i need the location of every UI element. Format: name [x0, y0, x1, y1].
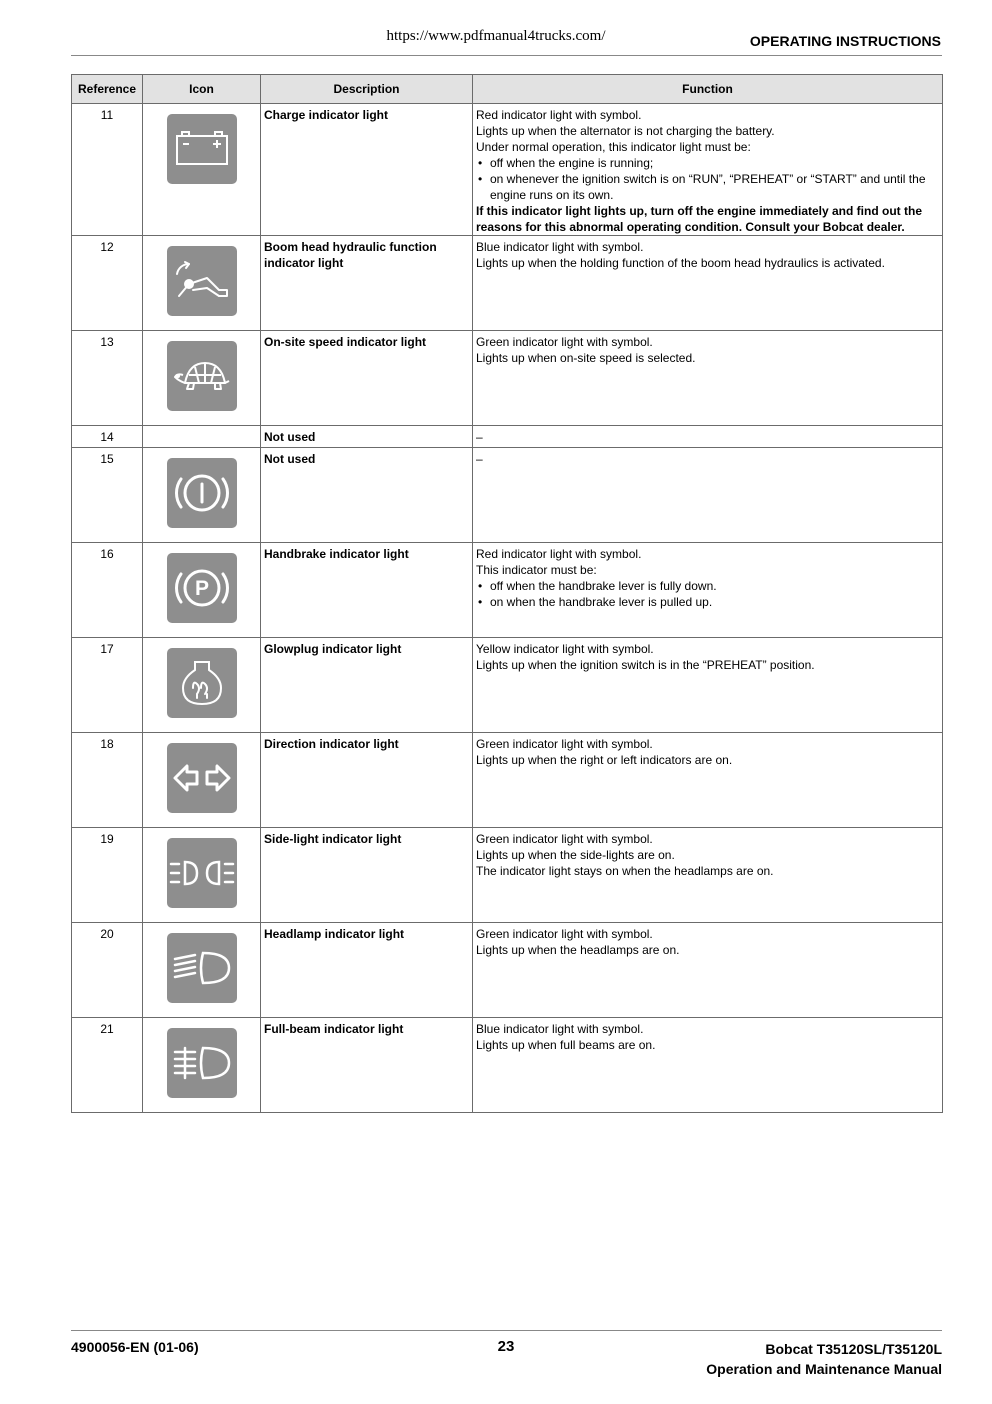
- function-cell: [473, 426, 943, 448]
- function-cell: [473, 104, 943, 236]
- reference-cell: 14: [72, 426, 143, 448]
- reference-cell: 20: [72, 923, 143, 1018]
- svg-text:P: P: [194, 577, 209, 600]
- indicator-lights-table: [71, 74, 943, 1113]
- function-text: The indicator light stays on when the headlamps are on.: [476, 864, 774, 878]
- reference-cell: 12: [72, 236, 143, 331]
- function-cell: [473, 543, 943, 638]
- reference-cell: 17: [72, 638, 143, 733]
- description-cell: Not used: [261, 426, 473, 448]
- description-cell: Boom head hydraulic function indicator light: [261, 236, 473, 331]
- handbrake-icon: [167, 553, 237, 623]
- description-cell: On-site speed indicator light: [261, 331, 473, 426]
- function-text: –: [476, 430, 483, 444]
- function-cell: [473, 733, 943, 828]
- function-text: Blue indicator light with symbol.: [476, 1022, 644, 1036]
- function-text: Green indicator light with symbol.: [476, 927, 653, 941]
- description-cell: Headlamp indicator light: [261, 923, 473, 1018]
- reference-cell: 15: [72, 448, 143, 543]
- side-light-icon: [167, 838, 237, 908]
- function-text: Green indicator light with symbol.: [476, 737, 653, 751]
- table-row: [72, 638, 943, 733]
- reference-cell: 21: [72, 1018, 143, 1113]
- function-cell: [473, 923, 943, 1018]
- function-text: Lights up when the holding function of the boom head hydraulics is activated.: [476, 256, 885, 270]
- function-text: Lights up when the ignition switch is in the “PREHEAT” position.: [476, 658, 815, 672]
- function-text: Red indicator light with symbol.: [476, 108, 642, 122]
- glowplug-icon: [167, 648, 237, 718]
- description-cell: Full-beam indicator light: [261, 1018, 473, 1113]
- manual-title-line2: Operation and Maintenance Manual: [706, 1361, 942, 1377]
- tortoise-icon: [167, 341, 237, 411]
- function-text: Lights up when the headlamps are on.: [476, 943, 680, 957]
- table-row: [72, 426, 943, 448]
- brake-circle-icon: [167, 458, 237, 528]
- table-row: [72, 104, 943, 236]
- function-text: Lights up when on-site speed is selected.: [476, 351, 696, 365]
- table-row: [72, 733, 943, 828]
- function-text: Lights up when full beams are on.: [476, 1038, 656, 1052]
- function-text: Lights up when the side-lights are on.: [476, 848, 675, 862]
- description-cell: Glowplug indicator light: [261, 638, 473, 733]
- table-row: [72, 543, 943, 638]
- function-text: Yellow indicator light with symbol.: [476, 642, 654, 656]
- function-text: Green indicator light with symbol.: [476, 335, 653, 349]
- page-number: 23: [497, 1338, 515, 1355]
- table-row: [72, 236, 943, 331]
- description-cell: Handbrake indicator light: [261, 543, 473, 638]
- source-url: https://www.pdfmanual4trucks.com/: [386, 28, 606, 44]
- document-code: 4900056-EN (01-06): [71, 1339, 199, 1355]
- function-cell: [473, 236, 943, 331]
- description-cell: Charge indicator light: [261, 104, 473, 236]
- reference-cell: 11: [72, 104, 143, 236]
- reference-cell: 13: [72, 331, 143, 426]
- function-text: –: [476, 452, 483, 466]
- description-cell: Not used: [261, 448, 473, 543]
- header-reference: Reference: [72, 75, 143, 104]
- function-cell: [473, 448, 943, 543]
- function-cell: [473, 1018, 943, 1113]
- table-row: [72, 828, 943, 923]
- section-title: OPERATING INSTRUCTIONS: [749, 33, 941, 49]
- table-row: [72, 1018, 943, 1113]
- description-cell: Side-light indicator light: [261, 828, 473, 923]
- table-row: [72, 448, 943, 543]
- function-bullet: • on whenever the ignition switch is on “RUN”, “PREHEAT” or “START” and until the engine runs on its own.: [476, 171, 939, 203]
- manual-title: [706, 1339, 942, 1379]
- reference-cell: 18: [72, 733, 143, 828]
- full-beam-icon: [167, 1028, 237, 1098]
- battery-icon: [167, 114, 237, 184]
- reference-cell: 16: [72, 543, 143, 638]
- function-bullet: • off when the handbrake lever is fully down.: [476, 578, 939, 594]
- table-header-row: [72, 75, 943, 104]
- table-row: [72, 331, 943, 426]
- boom-head-hydraulic-icon: [167, 246, 237, 316]
- headlamp-icon: [167, 933, 237, 1003]
- header-description: Description: [261, 75, 473, 104]
- warning-text: If this indicator light lights up, turn off the engine immediately and find out the reasons for this abnormal operating condition. Consult your Bobcat dealer.: [476, 204, 922, 234]
- function-cell: [473, 828, 943, 923]
- function-cell: [473, 331, 943, 426]
- function-text: Red indicator light with symbol.: [476, 547, 642, 561]
- manual-title-line1: Bobcat T35120SL/T35120L: [765, 1341, 942, 1357]
- table-row: [72, 923, 943, 1018]
- reference-cell: 19: [72, 828, 143, 923]
- function-cell: [473, 638, 943, 733]
- function-bullet: • on when the handbrake lever is pulled up.: [476, 594, 939, 610]
- function-text: Lights up when the right or left indicators are on.: [476, 753, 733, 767]
- function-text: Blue indicator light with symbol.: [476, 240, 644, 254]
- function-text: This indicator must be:: [476, 563, 597, 577]
- function-text: Under normal operation, this indicator light must be:: [476, 140, 751, 154]
- empty-icon-cell: [143, 426, 261, 448]
- description-cell: Direction indicator light: [261, 733, 473, 828]
- function-bullet: • off when the engine is running;: [476, 155, 939, 171]
- header-function: Function: [473, 75, 943, 104]
- footer-divider: [71, 1330, 942, 1331]
- direction-arrows-icon: [167, 743, 237, 813]
- function-text: Green indicator light with symbol.: [476, 832, 653, 846]
- header-divider: [71, 55, 942, 56]
- header-icon: Icon: [143, 75, 261, 104]
- function-text: Lights up when the alternator is not charging the battery.: [476, 124, 775, 138]
